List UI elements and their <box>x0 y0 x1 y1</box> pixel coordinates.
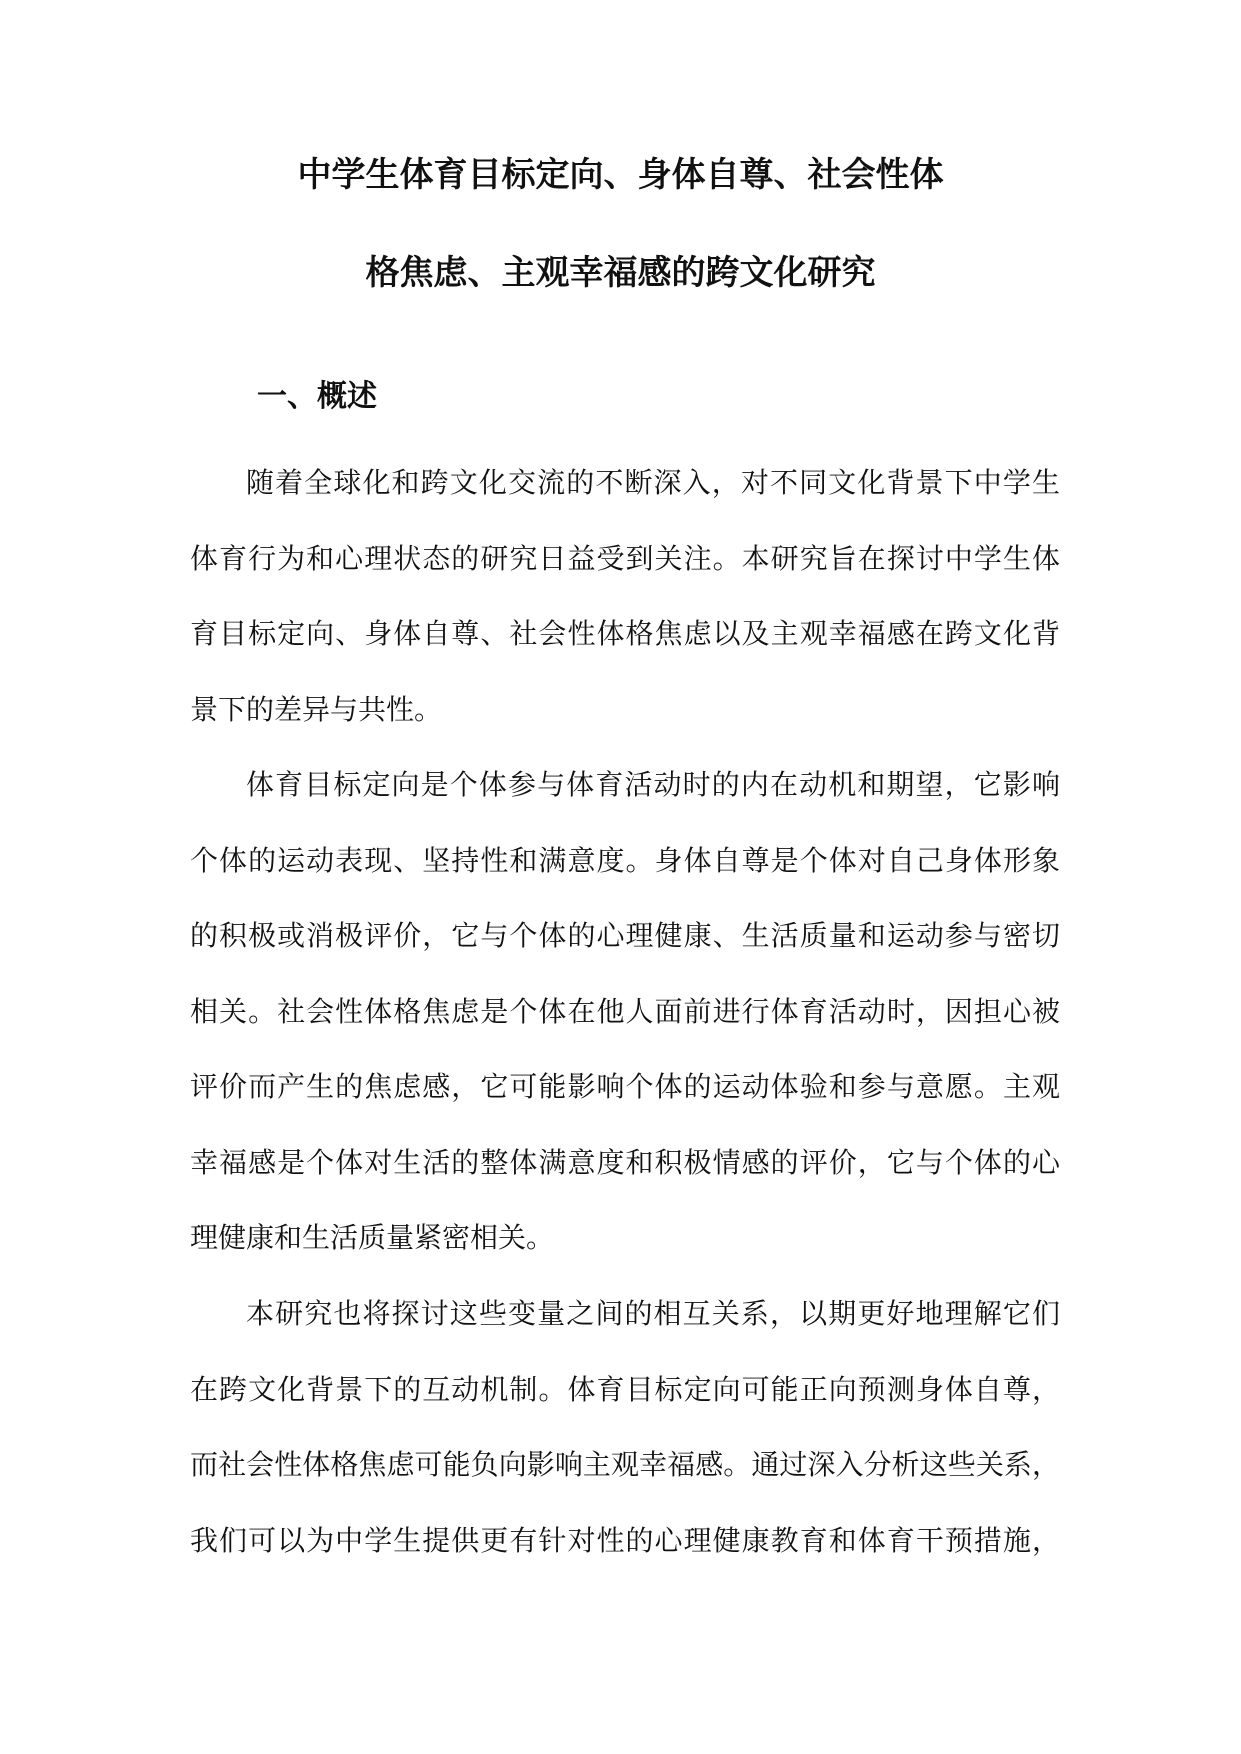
section-heading: 一、概述 <box>257 379 377 414</box>
paragraph-line: 幸福感是个体对生活的整体满意度和积极情感的评价，它与个体的心 <box>190 1145 1060 1179</box>
paragraph-line: 育目标定向、身体自尊、社会性体格焦虑以及主观幸福感在跨文化背 <box>190 617 1060 650</box>
paragraph-line: 我们可以为中学生提供更有针对性的心理健康教育和体育干预措施， <box>190 1523 1060 1557</box>
paragraph-line: 体育行为和心理状态的研究日益受到关注。本研究旨在探讨中学生体 <box>190 541 1060 575</box>
paragraph-line: 的积极或消极评价，它与个体的心理健康、生活质量和运动参与密切 <box>190 919 1060 952</box>
paragraph-line: 相关。社会性体格焦虑是个体在他人面前进行体育活动时，因担心被 <box>190 994 1060 1028</box>
paragraph-line: 评价而产生的焦虑感，它可能影响个体的运动体验和参与意愿。主观 <box>190 1070 1060 1103</box>
paragraph-line: 本研究也将探讨这些变量之间的相互关系，以期更好地理解它们 <box>246 1297 1060 1330</box>
paragraph-line: 在跨文化背景下的互动机制。体育目标定向可能正向预测身体自尊， <box>190 1372 1060 1406</box>
paragraph-line: 而社会性体格焦虑可能负向影响主观幸福感。通过深入分析这些关系， <box>190 1448 1060 1481</box>
paragraph-line: 体育目标定向是个体参与体育活动时的内在动机和期望，它影响 <box>246 768 1060 801</box>
document-title-line-2: 格焦虑、主观幸福感的跨文化研究 <box>365 253 876 293</box>
paragraph-line: 景下的差异与共性。 <box>190 692 443 726</box>
document-title-line-1: 中学生体育目标定向、身体自尊、社会性体 <box>297 155 944 195</box>
paragraph-1 <box>190 463 1060 765</box>
paragraph-3 <box>190 1294 1060 1596</box>
paragraph-line: 理健康和生活质量紧密相关。 <box>190 1221 555 1254</box>
paragraph-2 <box>190 765 1060 1294</box>
paragraph-line: 个体的运动表现、坚持性和满意度。身体自尊是个体对自己身体形象 <box>190 843 1060 877</box>
paragraph-line: 随着全球化和跨文化交流的不断深入，对不同文化背景下中学生 <box>246 466 1060 499</box>
